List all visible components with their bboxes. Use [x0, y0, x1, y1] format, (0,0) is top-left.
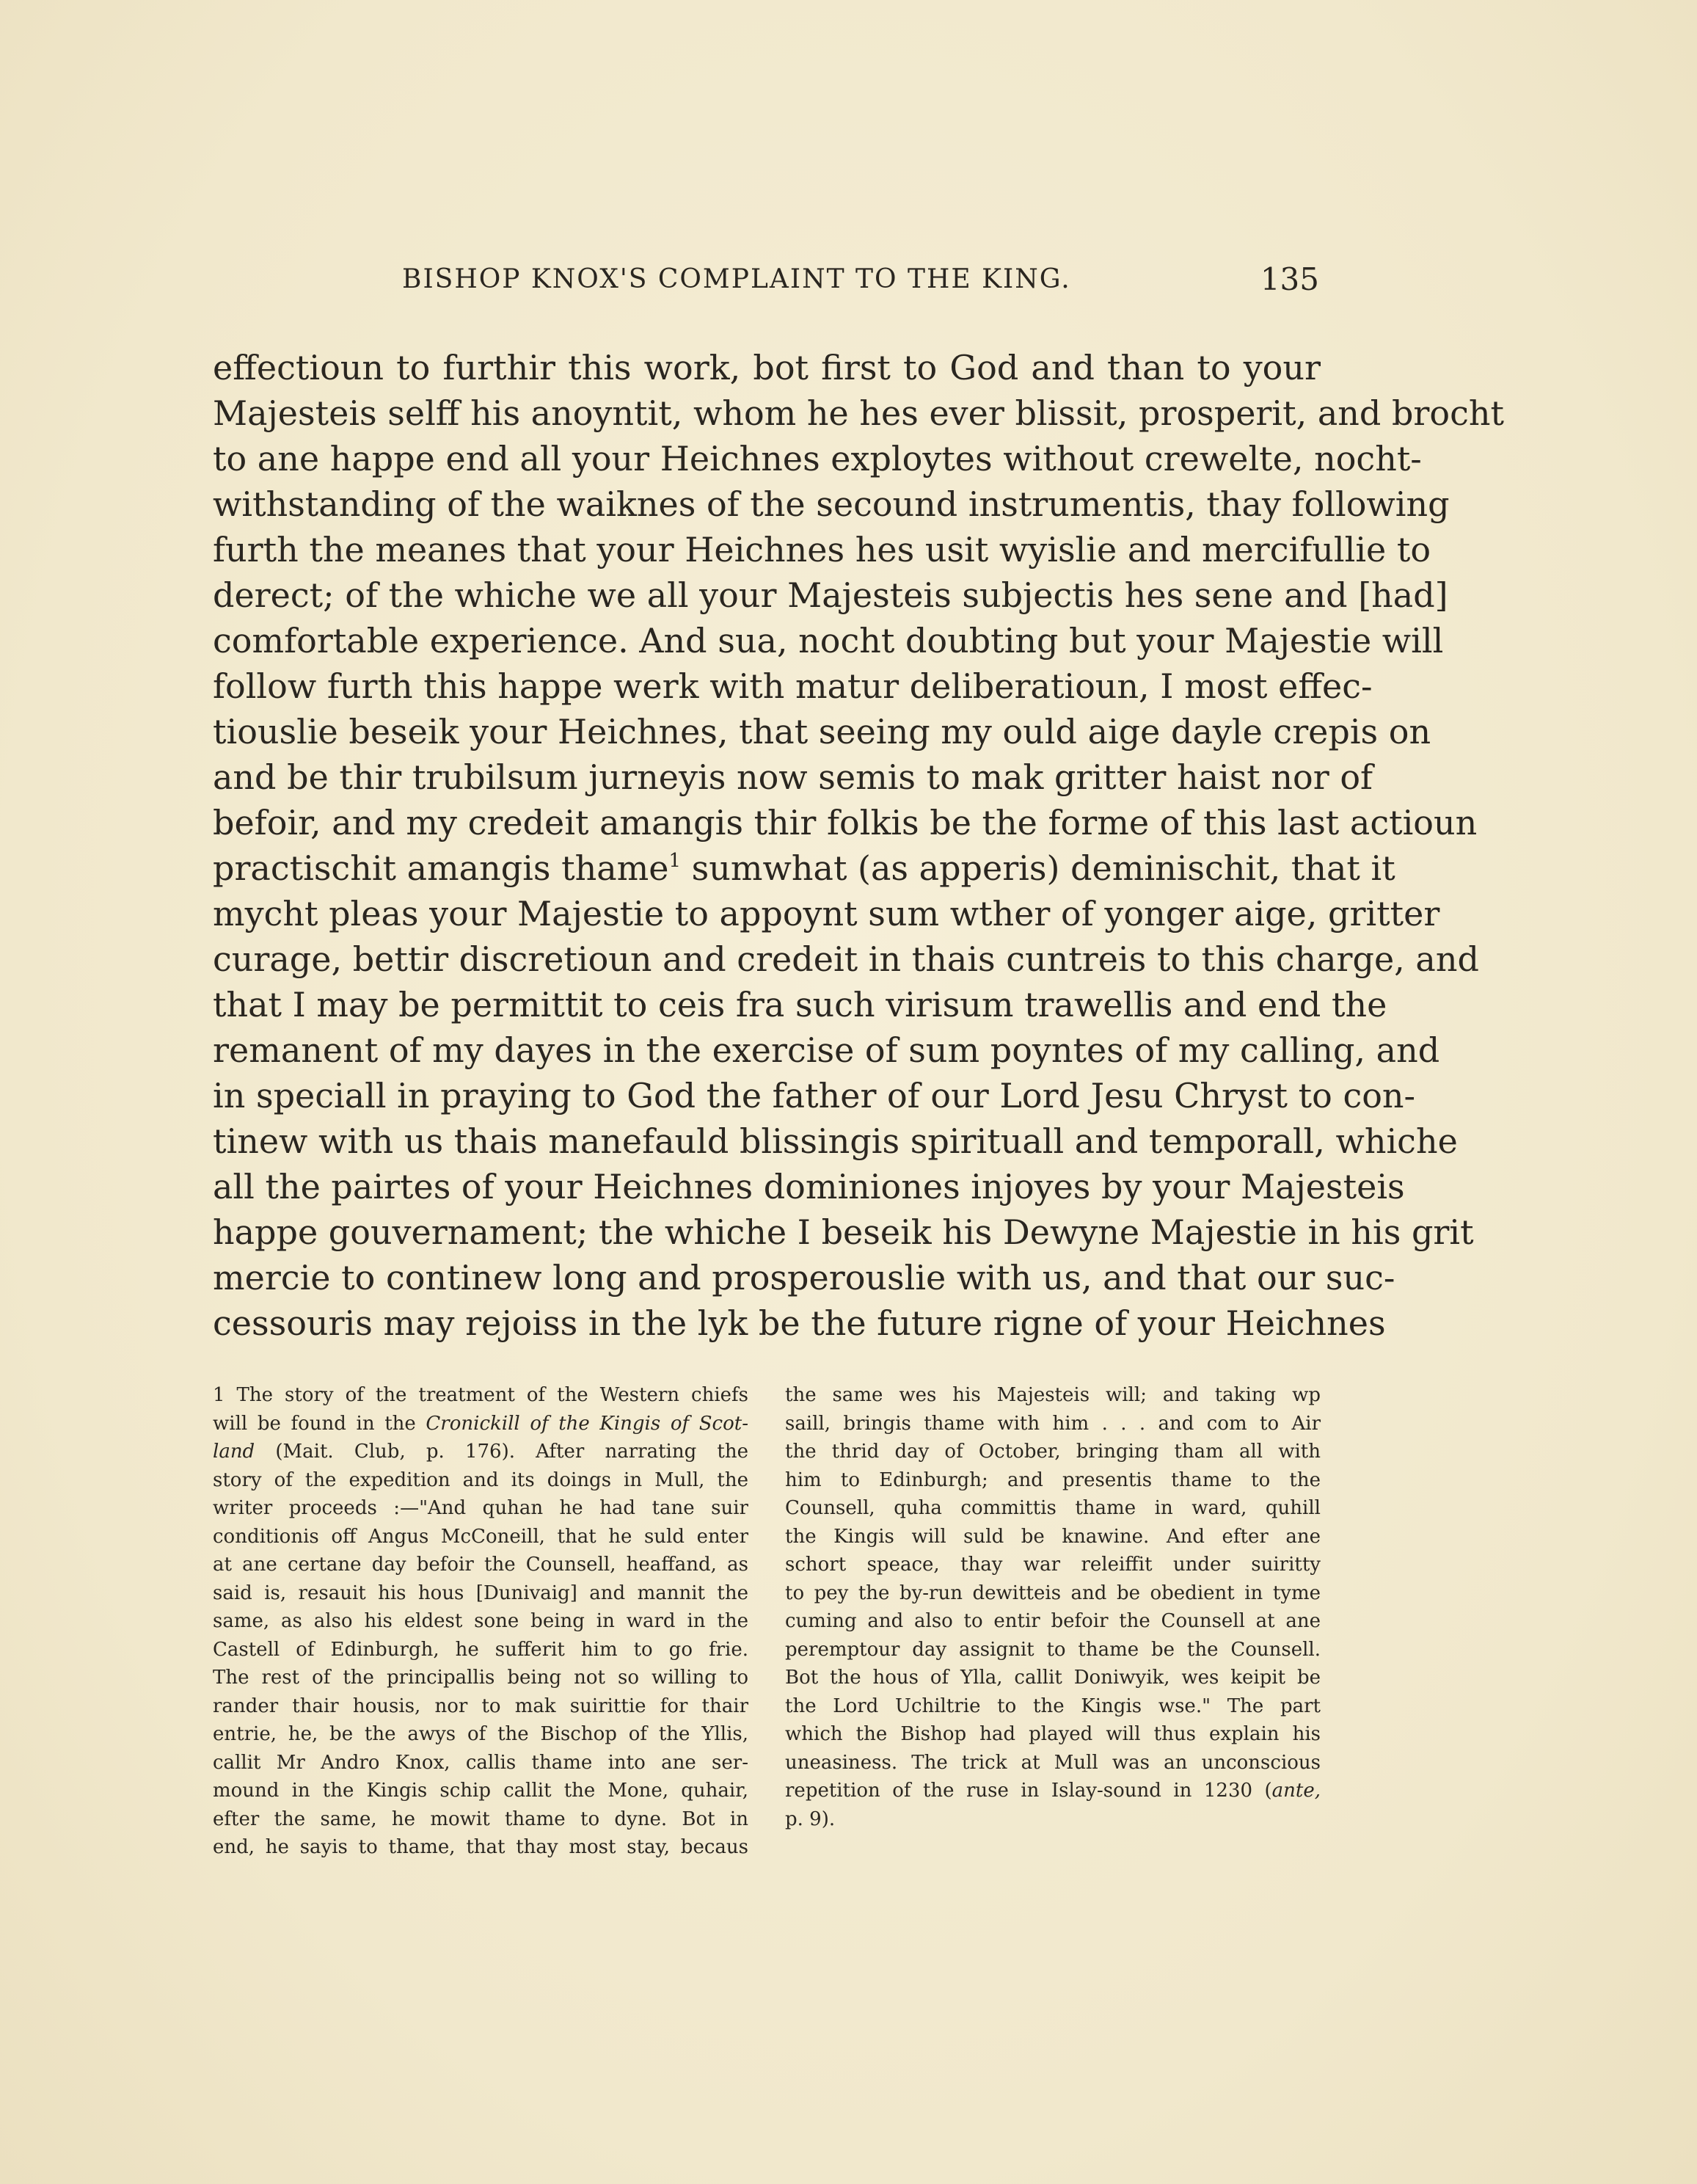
footnote-line: to pey the by-run dewitteis and be obedient in tyme — [785, 1581, 1321, 1604]
footnotes — [213, 1381, 1321, 1880]
body-text — [213, 345, 1504, 1346]
footnote-line: Counsell, quha committis thame in ward, quhill — [785, 1497, 1321, 1519]
footnote-text: (Mait. Club, p. 176). After narrating the — [275, 1441, 749, 1463]
footnote-line: which the Bishop had played will thus explain his — [785, 1723, 1321, 1745]
footnote-line: the same wes his Majesteis will; and taking wp — [785, 1384, 1321, 1406]
footnote-column-right — [785, 1381, 1321, 1833]
footnote-line: entrie, he, be the awys of the Bischop of the Yllis, — [213, 1723, 748, 1745]
footnote-line: him to Edinburgh; and presentis thame to the — [785, 1468, 1321, 1491]
body-line: and be thir trubilsum jurneyis now semis to mak gritter haist nor of — [213, 757, 1373, 797]
footnote-line: story of the expedition and its doings in Mull, the — [213, 1468, 748, 1491]
footnote-title-italic: Cronickill of the Kingis of Scot- — [426, 1412, 748, 1435]
body-line-part: sumwhat (as apperis) deminischit, that it — [691, 848, 1395, 888]
footnote-title-italic: land — [213, 1441, 255, 1463]
footnote-line: mound in the Kingis schip callit the Mone, quhair, — [213, 1780, 748, 1802]
footnote-text: The story of the treatment of the Western chiefs — [236, 1384, 748, 1406]
body-line: to ane happe end all your Heichnes exploytes without crewelte, nocht- — [213, 439, 1422, 478]
footnote-line — [213, 1381, 748, 1410]
footnote-line: the thrid day of October, bringing tham all with — [785, 1441, 1321, 1463]
footnote-line: cuming and also to entir befoir the Counsell at ane — [785, 1610, 1321, 1632]
footnote-line: efter the same, he mowit thame to dyne. Bot in — [213, 1808, 748, 1830]
page-number: 135 — [1260, 261, 1319, 297]
footnote-line: conditionis off Angus McConeill, that he suld enter — [213, 1525, 748, 1548]
footnote-line: writer proceeds :—"And quhan he had tane suir — [213, 1497, 748, 1519]
body-line: remanent of my dayes in the exercise of sum poyntes of my calling, and — [213, 1030, 1440, 1070]
running-title: BISHOP KNOX'S COMPLAINT TO THE KING. — [402, 264, 1071, 294]
body-line: tiouslie beseik your Heichnes, that seeing my ould aige dayle crepis on — [213, 712, 1431, 751]
footnote-line: the Lord Uchiltrie to the Kingis wse." The part — [785, 1695, 1321, 1717]
footnote-line — [785, 1777, 1321, 1805]
body-line: furth the meanes that your Heichnes hes usit wyislie and mercifullie to — [213, 530, 1431, 569]
footnote-line: same, as also his eldest sone being in ward in the — [213, 1610, 748, 1632]
body-line: that I may be permittit to ceis fra such virisum trawellis and end the — [213, 985, 1387, 1024]
body-line: curage, bettir discretioun and credeit in thais cuntreis to this charge, and — [213, 939, 1479, 979]
footnote-marker: 1 — [213, 1384, 225, 1406]
footnote-text: repetition of the ruse in Islay-sound in 1230 ( — [785, 1780, 1272, 1802]
body-line: cessouris may rejoiss in the lyk be the future rigne of your Heichnes — [213, 1303, 1386, 1343]
footnote-column-left — [213, 1381, 748, 1862]
footnote-line: rander thair housis, nor to mak suirittie for thair — [213, 1695, 748, 1717]
body-line: follow furth this happe werk with matur deliberatioun, I most effec- — [213, 666, 1373, 706]
body-line: all the pairtes of your Heichnes dominiones injoyes by your Majesteis — [213, 1167, 1405, 1206]
footnote-line: Bot the hous of Ylla, callit Doniwyik, wes keipit be — [785, 1667, 1321, 1689]
footnote-line: at ane certane day befoir the Counsell, heaffand, as — [213, 1554, 748, 1576]
body-line: effectioun to furthir this work, bot first to God and than to your — [213, 348, 1321, 387]
footnote-line: said is, resauit his hous [Dunivaig] and mannit the — [213, 1581, 748, 1604]
body-line: mercie to continew long and prosperouslie with us, and that our suc- — [213, 1258, 1395, 1297]
body-line: withstanding of the waiknes of the secound instrumentis, thay following — [213, 484, 1450, 524]
footnote-line: callit Mr Andro Knox, callis thame into ane ser- — [213, 1751, 748, 1774]
footnote-line: schort speace, thay war releiffit under suiritty — [785, 1554, 1321, 1576]
footnote-line: the Kingis will suld be knawine. And efter ane — [785, 1525, 1321, 1548]
footnote-line: uneasiness. The trick at Mull was an unconscious — [785, 1751, 1321, 1774]
body-line-with-footnote-ref — [213, 845, 1395, 891]
footnote-reference[interactable]: 1 — [668, 850, 682, 872]
body-line: comfortable experience. And sua, nocht doubting but your Majestie will — [213, 621, 1444, 660]
footnote-line — [213, 1438, 748, 1466]
footnote-line: p. 9). — [785, 1808, 836, 1830]
footnote-line: peremptour day assignit to thame be the Counsell. — [785, 1638, 1321, 1661]
footnote-line — [213, 1410, 748, 1438]
body-line: in speciall in praying to God the father of our Lord Jesu Chryst to con- — [213, 1076, 1416, 1115]
footnote-line: The rest of the principallis being not so willing to — [213, 1667, 748, 1689]
body-line: mycht pleas your Majestie to appoynt sum wther of yonger aige, gritter — [213, 894, 1440, 933]
body-line: tinew with us thais manefauld blissingis spirituall and temporall, whiche — [213, 1121, 1458, 1161]
body-line: befoir, and my credeit amangis thir folkis be the forme of this last actioun — [213, 803, 1478, 842]
body-line: derect; of the whiche we all your Majesteis subjectis hes sene and [had] — [213, 575, 1448, 615]
body-line: happe gouvernament; the whiche I beseik his Dewyne Majestie in his grit — [213, 1212, 1474, 1252]
footnote-line: saill, bringis thame with him . . . and com to Air — [785, 1412, 1321, 1435]
body-line-part: practischit amangis thame — [213, 848, 669, 888]
footnote-text: will be found in the — [213, 1412, 416, 1435]
footnote-line: end, he sayis to thame, that thay most stay, becaus — [213, 1836, 748, 1858]
footnote-ref-italic: ante, — [1271, 1780, 1321, 1802]
footnote-line: Castell of Edinburgh, he sufferit him to go frie. — [213, 1638, 748, 1661]
body-line: Majesteis selff his anoyntit, whom he hes ever blissit, prosperit, and brocht — [213, 393, 1504, 433]
page-header — [402, 261, 1319, 308]
